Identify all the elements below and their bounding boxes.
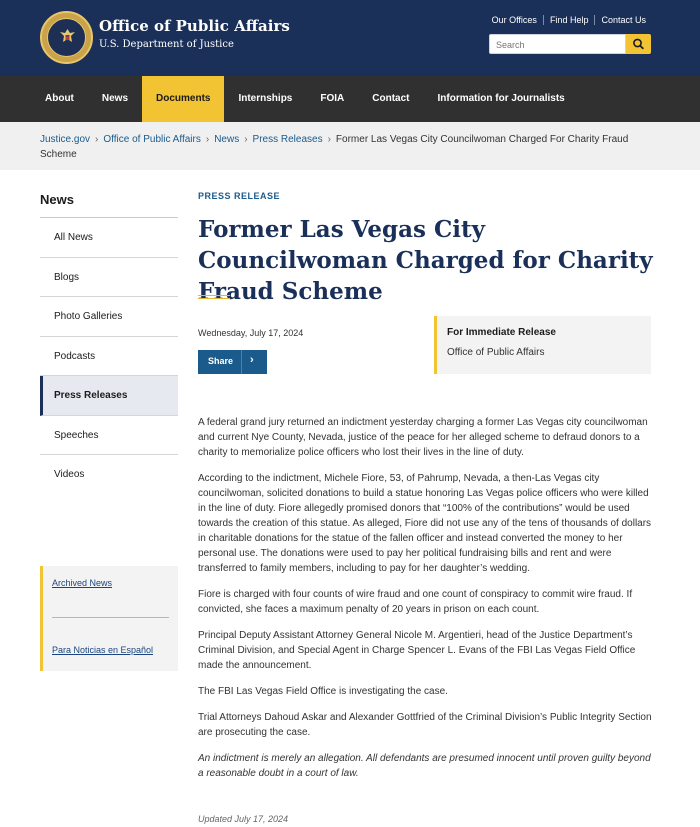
main-nav xyxy=(0,76,700,122)
chevron-right-icon: › xyxy=(205,134,210,145)
article-paragraph: The FBI Las Vegas Field Office is investigating the case. xyxy=(198,686,448,697)
chevron-right-icon: › xyxy=(95,134,99,145)
nav-news[interactable]: News xyxy=(101,93,129,104)
site-subtitle[interactable]: U.S. Department of Justice xyxy=(99,39,234,50)
article-paragraph: According to the indictment, Michele Fiore, 53, of Pahrump, Nevada, a then-Las Vegas city councilwoman, solicited donations to build a statue honoring Las Vegas police officers who were killed in the line of duty. Fiore allegedly promised donors that “100% of the contributions” would be used towards the creation of this statue. As alleged, Fiore did not use any of the tens of thousands of dollars in charitable donations for the statue of the fallen officer and instead converted the money to her personal use. The donations were used to pay her political fundraising bills and rent and were transferred to family members, including to pay for her daughter’s wedding. xyxy=(198,473,652,574)
title-accent-divider xyxy=(198,295,230,299)
breadcrumb-link-news[interactable]: News xyxy=(214,134,240,145)
archived-news-link[interactable]: Archived News xyxy=(52,578,113,588)
chevron-right-icon: › xyxy=(244,134,248,145)
search-icon xyxy=(626,34,651,54)
page-title: Former Las Vegas City Councilwoman Charged for Charity Fraud Scheme xyxy=(198,216,653,305)
release-info-box xyxy=(434,316,651,374)
seal-inner xyxy=(47,18,86,57)
release-office: Office of Public Affairs xyxy=(447,347,545,358)
article-paragraph: A federal grand jury returned an indictment yesterday charging a former Las Vegas city councilwoman and current Nye County, Nevada, justice of the peace for her alleged scheme to defraud donors to a charity to memorialize police officers who lost their lives in the line of duty. xyxy=(198,417,648,458)
contact-us-link[interactable]: Contact Us xyxy=(594,15,652,25)
publish-date: Wednesday, July 17, 2024 xyxy=(198,328,304,338)
breadcrumb-current: Former Las Vegas City Councilwoman Charged For Charity Fraud Scheme xyxy=(40,134,629,160)
share-divider xyxy=(241,350,242,374)
article-kicker: PRESS RELEASE xyxy=(198,191,281,201)
article-paragraph: Trial Attorneys Dahoud Askar and Alexander Gottfried of the Criminal Division’s Public Integrity Section are prosecuting the case. xyxy=(198,712,652,738)
breadcrumb xyxy=(0,122,700,170)
nav-about[interactable]: About xyxy=(45,93,74,104)
search-input[interactable]: Search xyxy=(489,34,626,54)
article-paragraph: Principal Deputy Assistant Attorney General Nicole M. Argentieri, head of the Justice Department’s Criminal Division, and Special Agent in Charge Spencer L. Evans of the FBI Las Vegas Field Office made the announcement. xyxy=(198,630,636,671)
breadcrumb-link-office-of-public-affairs[interactable]: Office of Public Affairs xyxy=(103,134,201,145)
chevron-right-icon: › xyxy=(250,354,254,366)
nav-information-for-journalists[interactable]: Information for Journalists xyxy=(437,93,565,104)
article-paragraph: Fiore is charged with four counts of wire fraud and one count of conspiracy to commit wire fraud. If convicted, she faces a maximum penalty of 20 years in prison on each count. xyxy=(198,589,633,615)
nav-contact[interactable]: Contact xyxy=(372,93,410,104)
breadcrumb-link-press-releases[interactable]: Press Releases xyxy=(252,134,323,145)
doj-seal-logo[interactable] xyxy=(40,11,93,64)
sidebar-item-podcasts[interactable]: Podcasts xyxy=(40,337,178,377)
spanish-news-link[interactable]: Para Noticias en Español xyxy=(52,645,154,655)
article-body xyxy=(198,415,653,792)
our-offices-link[interactable]: Our Offices xyxy=(491,15,537,25)
article-disclaimer: An indictment is merely an allegation. All defendants are presumed innocent until proven guilty beyond a reasonable doubt in a court of law. xyxy=(198,753,651,779)
breadcrumb-link-justice-gov[interactable]: Justice.gov xyxy=(40,134,91,145)
sidebar-item-all-news[interactable]: All News xyxy=(40,218,178,258)
chevron-right-icon: › xyxy=(327,134,331,145)
sidebar-item-videos[interactable]: Videos xyxy=(54,469,85,480)
site-title[interactable]: Office of Public Affairs xyxy=(99,17,290,35)
sidebar-item-photo-galleries[interactable]: Photo Galleries xyxy=(40,297,178,337)
sidebar-related-links xyxy=(40,566,178,671)
share-label: Share xyxy=(208,356,234,366)
nav-foia[interactable]: FOIA xyxy=(320,93,345,104)
sidebar-heading: News xyxy=(40,192,74,207)
eagle-icon xyxy=(58,27,77,47)
release-title: For Immediate Release xyxy=(447,327,556,338)
utility-links xyxy=(486,15,652,25)
sidebar-item-press-releases[interactable]: Press Releases xyxy=(40,376,178,416)
nav-internships[interactable]: Internships xyxy=(238,93,293,104)
nav-documents[interactable]: Documents xyxy=(142,76,224,122)
sidebar-nav xyxy=(40,217,178,495)
sidebar-divider xyxy=(52,617,169,618)
share-button[interactable] xyxy=(198,350,267,374)
site-header xyxy=(0,0,700,76)
find-help-link[interactable]: Find Help xyxy=(543,15,595,25)
sidebar-item-speeches[interactable]: Speeches xyxy=(40,416,178,456)
updated-date: Updated July 17, 2024 xyxy=(198,814,289,824)
search-button[interactable] xyxy=(626,34,651,54)
sidebar-item-blogs[interactable]: Blogs xyxy=(40,258,178,298)
